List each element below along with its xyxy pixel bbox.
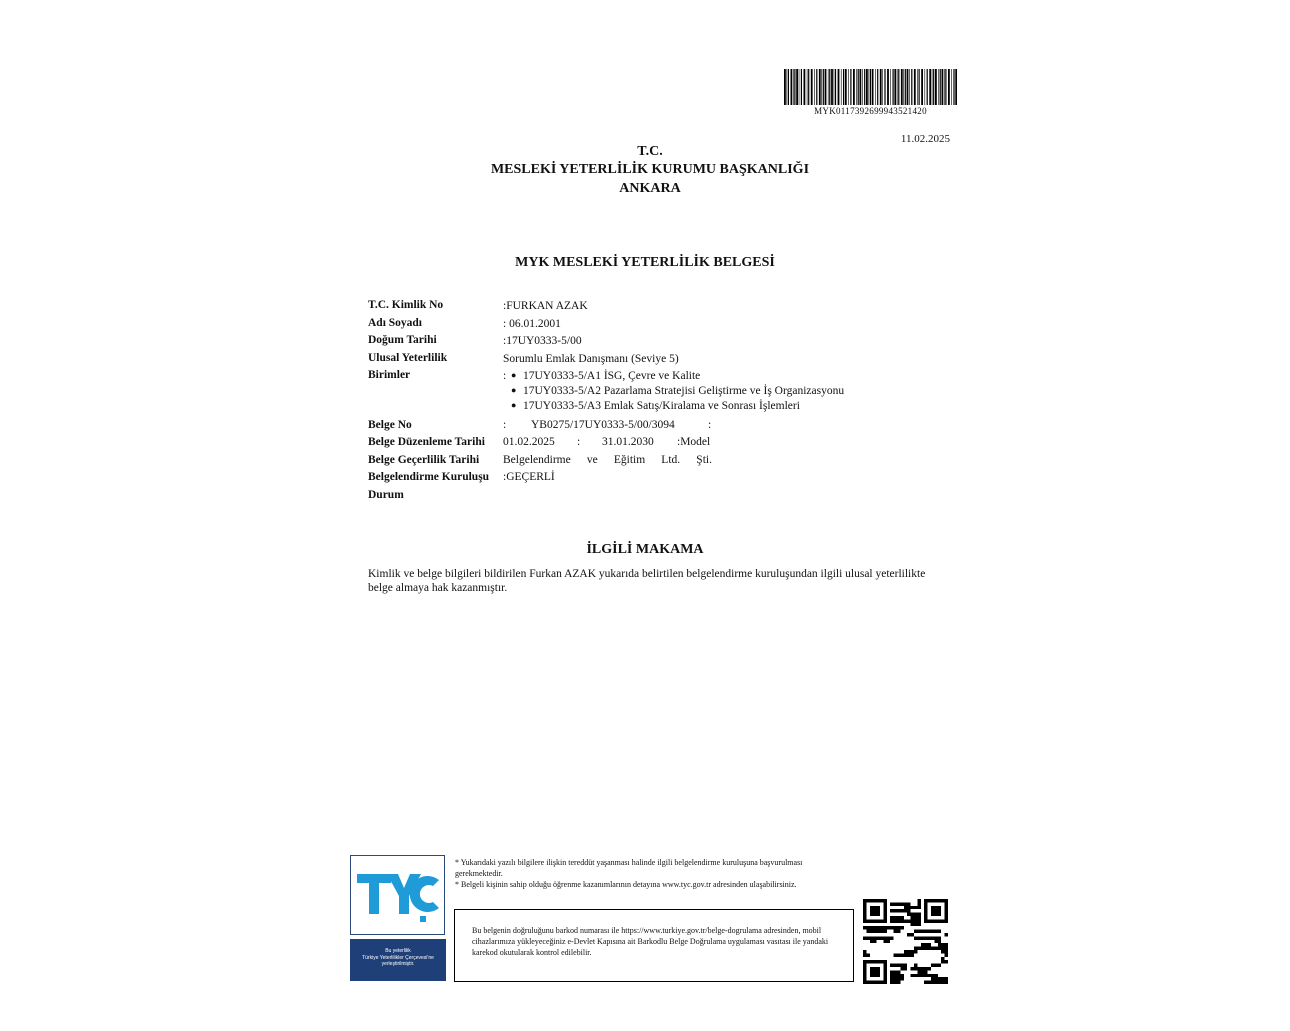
cert-body-word: Eğitim (613, 454, 646, 466)
document-title: MYK MESLEKİ YETERLİLİK BELGESİ (515, 255, 775, 270)
value-row-3: :17UY0333-5/00 (503, 335, 582, 347)
label-name: Adı Soyadı (368, 317, 423, 329)
bullet-icon: ● (511, 370, 517, 380)
tyc-logo-icon (350, 855, 445, 935)
statement-paragraph: Kimlik ve belge bilgileri bildirilen Furkan AZAK yukarıda belirtilen belgelendirme kuruluşundan ilgili ulusal yeterlilikte belge almaya hak kazanmıştır. (368, 568, 926, 594)
tyc-logo-icon (351, 856, 444, 934)
dates-issue: 01.02.2025 (503, 436, 555, 448)
header-city: ANKARA (619, 181, 681, 196)
label-cert-no: Belge No (368, 419, 412, 431)
section-title: İLGİLİ MAKAMA (586, 542, 704, 557)
tyc-band (350, 939, 446, 981)
issue-date: 11.02.2025 (900, 133, 950, 145)
label-units: Birimler (368, 369, 411, 381)
bullet-icon: ● (511, 400, 517, 410)
header-institution: MESLEKİ YETERLİLİK KURUMU BAŞKANLIĞI (490, 162, 810, 177)
tyc-band-line: yerleştirilmiştir. (381, 961, 415, 967)
cert-body-word: Belgelendirme (503, 454, 571, 466)
unit-item (511, 370, 700, 382)
header-tc: T.C. (637, 144, 663, 159)
barcode-number: MYK0117392699943521420 (814, 106, 927, 116)
bullet-icon: ● (511, 385, 517, 395)
value-row-2: : 06.01.2001 (503, 318, 561, 330)
tyc-band-line: Bu yeterlilik (385, 948, 411, 954)
verification-text: Bu belgenin doğruluğunu barkod numarası ile https://www.turkiye.gov.tr/belge-dogrulama adresinden, mobil cihazlarımıza yükleyeceğiniz e-Devlet Kapısına ait Barkodlu Belge Doğrulama uygulaması vasıtası ile yandaki karekod okutularak kontrol edilebilir. (472, 926, 829, 957)
footer-notes (455, 857, 835, 890)
cert-body-word: Ltd. (661, 454, 681, 466)
label-validity-date: Belge Geçerlilik Tarihi (368, 454, 480, 466)
label-issue-date: Belge Düzenleme Tarihi (368, 436, 485, 448)
value-row-5-prefix: : (503, 370, 507, 382)
qr-code-icon[interactable] (863, 899, 948, 984)
dates-valid: 31.01.2030 (602, 436, 654, 448)
label-qualification: Ulusal Yeterlilik (368, 352, 448, 364)
status-value: :GEÇERLİ (503, 471, 555, 483)
label-birth-date: Doğum Tarihi (368, 334, 437, 346)
value-row-4: Sorumlu Emlak Danışmanı (Seviye 5) (503, 353, 679, 365)
verification-box (454, 909, 854, 982)
label-tc-no: T.C. Kimlik No (368, 299, 444, 311)
unit-text: 17UY0333-5/A2 Pazarlama Stratejisi Geliştirme ve İş Organizasyonu (523, 385, 845, 397)
unit-text: 17UY0333-5/A1 İSG, Çevre ve Kalite (523, 370, 701, 382)
tyc-band-line: Türkiye Yeterlilikler Çerçevesi'ne (362, 954, 434, 961)
cert-row-colon-2: : (708, 419, 712, 431)
unit-text: 17UY0333-5/A3 Emlak Satış/Kiralama ve Sonrası İşlemleri (523, 400, 800, 412)
label-status: Durum (368, 489, 404, 501)
dates-model: :Model (677, 436, 711, 448)
footer-note-2: * Belgeli kişinin sahip olduğu öğrenme kazanımlarının detayına www.tyc.gov.tr adresinden ulaşabilirsiniz. (455, 880, 797, 889)
cert-number: YB0275/17UY0333-5/00/3094 (531, 419, 675, 431)
unit-item (511, 385, 844, 397)
cert-body-word: Şti. (696, 454, 712, 466)
cert-body-row (503, 454, 712, 466)
footer-note-1: * Yukarıdaki yazılı bilgilere ilişkin tereddüt yaşanması halinde ilgili belgelendirme kuruluşuna başvurulması gerekmektedir. (455, 858, 803, 878)
cert-row-colon-1: : (503, 419, 507, 431)
cert-body-word: ve (586, 454, 598, 466)
value-row-1: :FURKAN AZAK (503, 300, 588, 312)
barcode-icon (784, 69, 957, 105)
label-cert-body: Belgelendirme Kuruluşu (368, 471, 490, 483)
dates-colon: : (577, 436, 581, 448)
unit-item (511, 400, 800, 412)
